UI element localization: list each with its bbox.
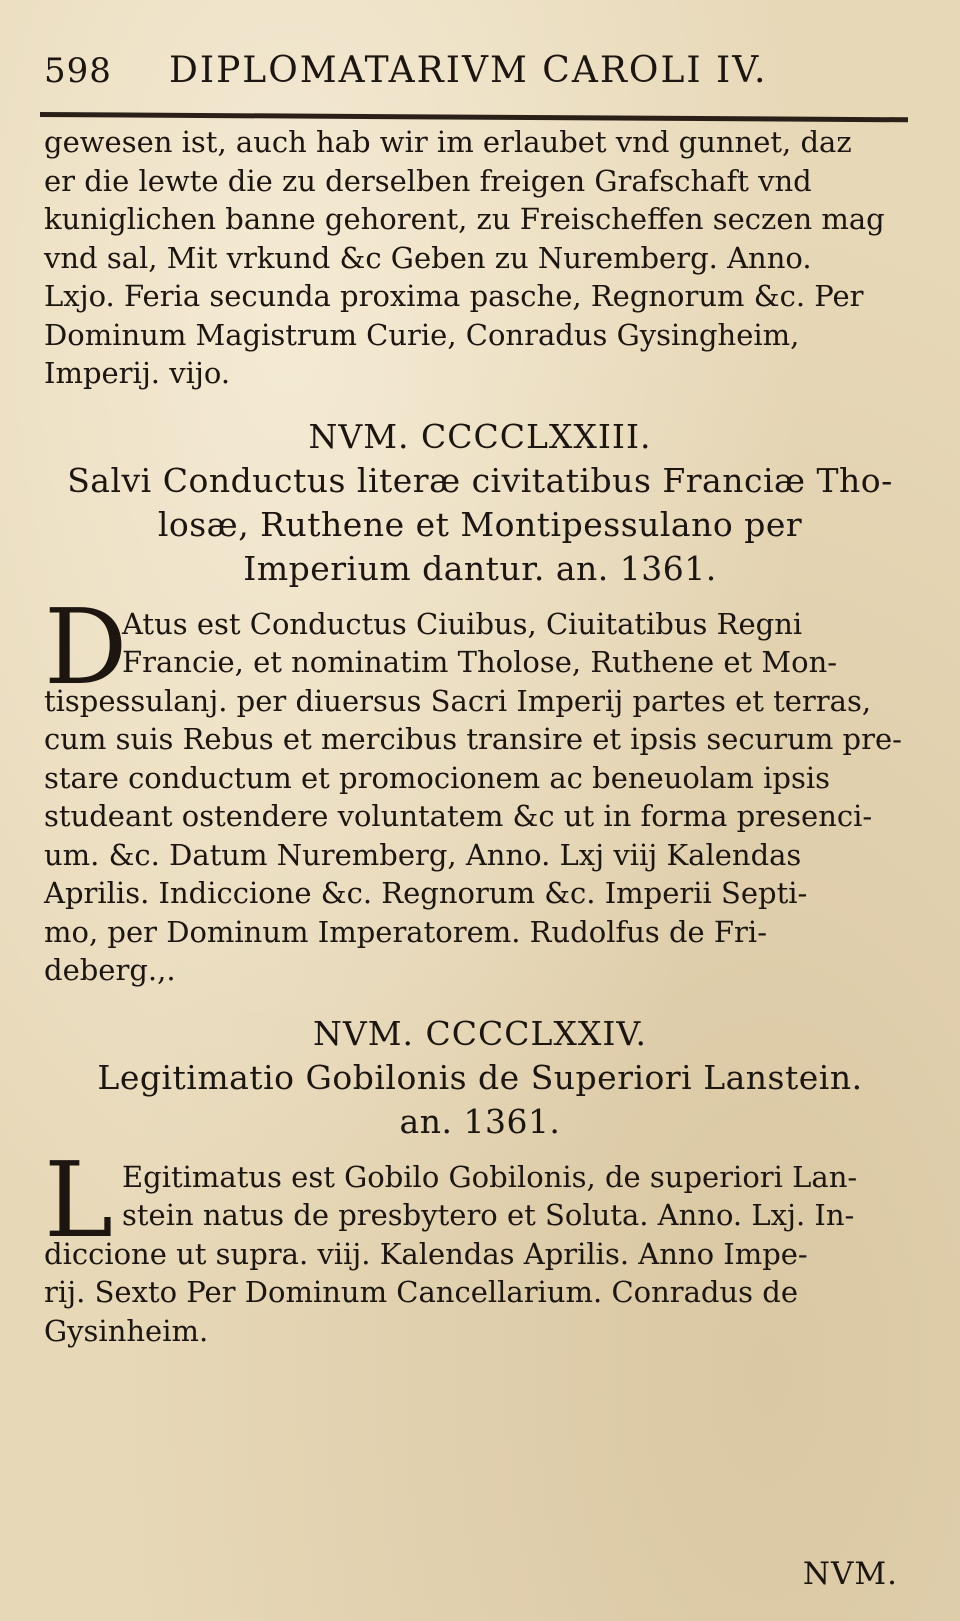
text-line: mo, per Dominum Imperatorem. Rudolfus de Fri- xyxy=(44,914,767,949)
header-rule xyxy=(40,112,908,122)
text-line: Egitimatus est Gobilo Gobilonis, de superiori Lan- xyxy=(122,1159,858,1194)
section-title-line: Salvi Conductus literæ civitatibus Franciæ Tho- xyxy=(67,460,893,500)
text-line: vnd sal, Mit vrkund &c Geben zu Nuremberg. Anno. xyxy=(44,240,812,275)
text-line: Atus est Conductus Ciuibus, Ciuitatibus Regni xyxy=(122,606,803,641)
text-line: diccione ut supra. viij. Kalendas Aprilis. Anno Impe- xyxy=(44,1236,808,1271)
drop-cap: D xyxy=(44,585,128,708)
text-line: rij. Sexto Per Dominum Cancellarium. Conradus de xyxy=(44,1275,798,1309)
text-line: Imperij. vijo. xyxy=(44,356,231,390)
text-line: Gysinheim. xyxy=(44,1313,209,1348)
text-line: Dominum Magistrum Curie, Conradus Gysingheim, xyxy=(44,317,800,352)
text-line: Aprilis. Indiccione &c. Regnorum &c. Imperii Septi- xyxy=(44,876,808,910)
document-section-474 xyxy=(40,1012,920,1351)
section-title-line: losæ, Ruthene et Montipessulano per xyxy=(157,504,803,544)
text-line: um. &c. Datum Nuremberg, Anno. Lxj viij Kalendas xyxy=(44,837,802,872)
text-line: tispessulanj. per diuersus Sacri Imperij partes et terras, xyxy=(44,683,872,718)
section-title-line: Legitimatio Gobilonis de Superiori Lanstein. xyxy=(97,1057,863,1097)
text-line: studeant ostendere voluntatem &c ut in forma presenci- xyxy=(44,799,873,833)
text-line: stein natus de presbytero et Soluta. Anno. Lxj. In- xyxy=(122,1198,855,1232)
text-line: gewesen ist, auch hab wir im erlaubet vnd gunnet, daz xyxy=(44,125,852,159)
running-title: DIPLOMATARIVM CAROLI IV. xyxy=(169,50,768,91)
page-number: 598 xyxy=(44,51,112,91)
continuation-text xyxy=(40,123,920,393)
drop-cap: L xyxy=(44,1138,114,1261)
section-title-line: an. 1361. xyxy=(399,1101,561,1141)
section-title-line: Imperium dantur. an. 1361. xyxy=(243,548,717,588)
section-number: NVM. CCCCLXXIV. xyxy=(313,1013,647,1053)
running-head xyxy=(40,50,920,110)
text-line: er die lewte die zu derselben freigen Grafschaft vnd xyxy=(44,163,812,198)
text-line: Francie, et nominatim Tholose, Ruthene et Mon- xyxy=(122,645,838,679)
text-line: cum suis Rebus et mercibus transire et ipsis securum pre- xyxy=(44,722,902,756)
text-line: stare conductum et promocionem ac beneuolam ipsis xyxy=(44,760,831,795)
document-section-473 xyxy=(40,415,920,990)
text-line: deberg.,. xyxy=(44,953,176,987)
section-number: NVM. CCCCLXXIII. xyxy=(308,416,652,456)
catchword: NVM. xyxy=(802,1556,898,1592)
document-page xyxy=(40,50,920,1610)
text-line: Lxjo. Feria secunda proxima pasche, Regnorum &c. Per xyxy=(44,279,864,313)
text-line: kuniglichen banne gehorent, zu Freischeffen seczen mag xyxy=(44,202,885,236)
